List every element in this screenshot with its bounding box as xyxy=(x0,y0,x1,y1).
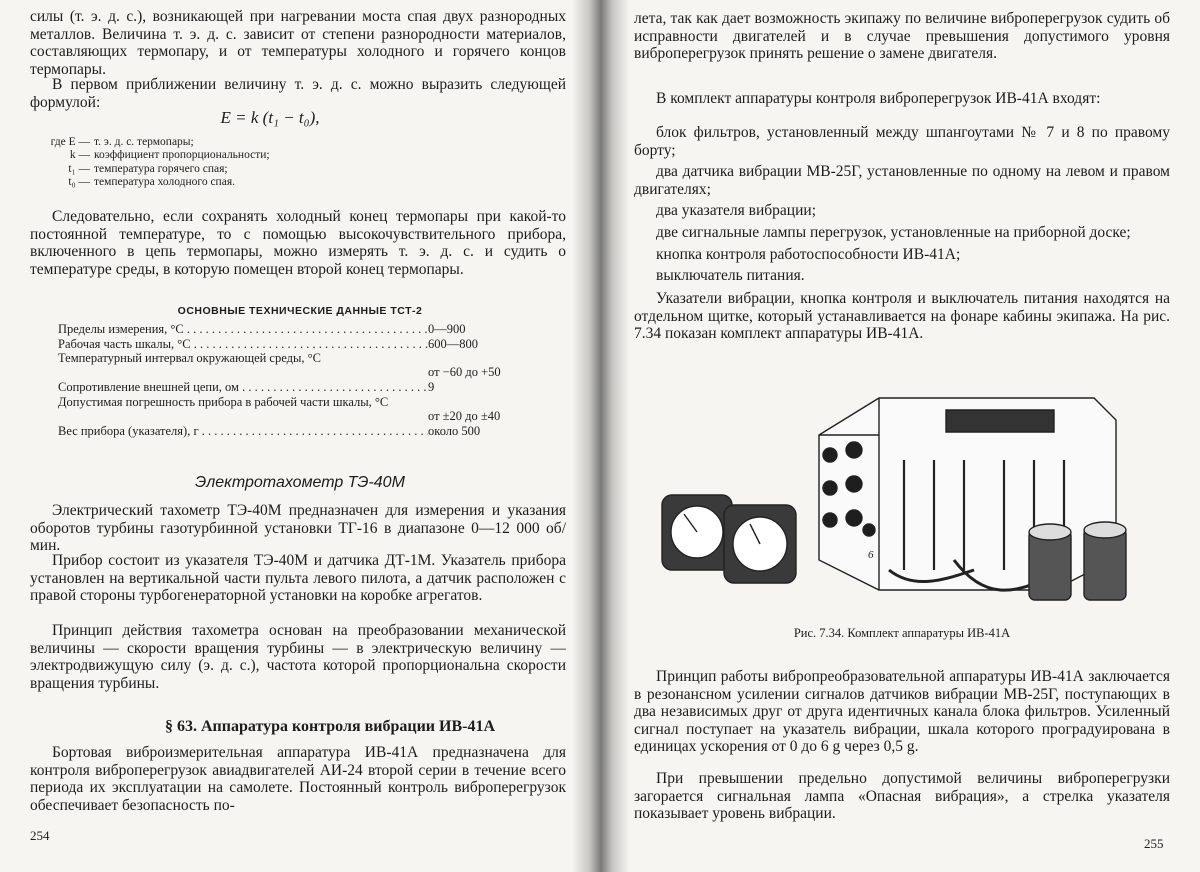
left-paragraph-1: силы (т. э. д. с.), возникающей при нагревании моста спая двух разнородных металлов. Величина т. э. д. с. зависит от степени разнородности материалов, составляющих термопару, и от температуры холодного и горячего концов термопары. xyxy=(30,8,566,78)
spec-value: около 500 xyxy=(428,423,481,438)
components-list xyxy=(634,124,1170,289)
figure-label: 6 xyxy=(868,549,874,561)
legend-symbol: t₀ — xyxy=(68,176,90,189)
equipment-illustration xyxy=(654,380,1144,620)
section-heading: § 63. Аппаратура контроля вибрации ИВ-41А xyxy=(164,718,496,735)
left-paragraph-4: Электрический тахометр ТЭ-40М предназначен для измерения и указания оборотов турбины газотурбинной установки ТГ-16 в диапазоне 0—12 000 об/мин. xyxy=(30,502,566,555)
spec-name: Рабочая часть шкалы, °С . . . xyxy=(58,337,428,352)
spec-row xyxy=(58,424,558,439)
legend-row xyxy=(30,149,360,162)
legend-row xyxy=(30,136,360,149)
legend-text: т. э. д. с. термопары; xyxy=(94,136,194,148)
spec-name: Сопротивление внешней цепи, ом . . . xyxy=(58,380,428,395)
list-item: два указателя вибрации; xyxy=(656,202,816,220)
spec-name: Температурный интервал окружающей среды, °С xyxy=(58,351,321,365)
legend-row xyxy=(30,176,360,189)
formula-legend xyxy=(30,136,360,190)
right-page xyxy=(604,0,1200,872)
right-paragraph-4: Принцип работы вибропреобразовательной аппаратуры ИВ-41А заключается в резонансном усилении сигналов датчиков вибрации МВ-25Г, поступающих в два независимых друг от друга идентичных канала блока фильтров. Усиленный сигнал поступает на указатель вибрации, шкала которого проградуирована в единицах ускорения от 0 до 6 g через 0,5 g. xyxy=(634,668,1170,756)
left-paragraph-7: Бортовая виброизмерительная аппаратура ИВ-41А предназначена для контроля виброперегрузок авиадвигателей АИ-24 второй серии в течение всего периода их эксплуатации на самолете. Постоянный контроль виброперегрузок обеспечивает безопасность по- xyxy=(30,744,566,814)
page-number-left: 254 xyxy=(30,828,50,843)
figure-caption: Рис. 7.34. Комплект аппаратуры ИВ-41А xyxy=(793,626,1011,640)
specs-table xyxy=(58,322,558,438)
spec-name: Допустимая погрешность прибора в рабочей части шкалы, °С xyxy=(58,394,389,409)
spec-row xyxy=(58,395,558,424)
page-number-right: 255 xyxy=(1144,836,1164,851)
legend-symbol: где E — xyxy=(50,136,90,148)
spec-name: Вес прибора (указателя), г . . . xyxy=(58,424,428,439)
spec-row xyxy=(58,322,558,337)
left-paragraph-5: Прибор состоит из указателя ТЭ-40М и датчика ДТ-1М. Указатель прибора установлен на вертикальной части пульта левого пилота, а датчик расположен с правой стороны турбогенераторной установки на коробке агрегатов. xyxy=(30,552,566,605)
spec-value: от −60 до +50 xyxy=(428,365,501,379)
list-item: выключатель питания. xyxy=(656,267,805,285)
left-paragraph-3: Следовательно, если сохранять холодный конец термопары при какой-то постоянной температуре, то с помощью высокочувствительного прибора, включенного в цепь термопары, можно измерять т. э. д. с. и судить о температуре среды, в которую помещен второй конец термопары. xyxy=(30,208,566,278)
subsection-title: Электротахометр ТЭ-40М xyxy=(195,474,405,491)
spec-value: 0—900 xyxy=(428,322,466,336)
right-paragraph-1: лета, так как дает возможность экипажу по величине виброперегрузок судить об исправности двигателей и в случае превышения допустимого уровня виброперегрузок принять решение о замене двигателя. xyxy=(634,10,1170,63)
spec-name: Пределы измерения, °С . . . xyxy=(58,322,428,337)
left-page xyxy=(0,0,596,872)
list-item: кнопка контроля работоспособности ИВ-41А; xyxy=(656,245,961,263)
right-paragraph-2: В комплект аппаратуры контроля виброперегрузок ИВ-41А входят: xyxy=(656,90,1101,107)
list-item: блок фильтров, установленный между шпангоутами № 7 и 8 по правому борту; xyxy=(634,124,1170,159)
left-paragraph-6: Принцип действия тахометра основан на преобразовании механической величины — скорости вращения турбины — в электрическую величину — электродвижущую силу (э. д. с.), частота которой пропорциональна скорости вращения турбины. xyxy=(30,622,566,692)
spec-row xyxy=(58,380,558,395)
spec-value: от ±20 до ±40 xyxy=(428,408,501,423)
specs-title: ОСНОВНЫЕ ТЕХНИЧЕСКИЕ ДАННЫЕ ТСТ-2 xyxy=(177,305,423,317)
right-paragraph-3: Указатели вибрации, кнопка контроля и выключатель питания находятся на отдельном щитке, который устанавливается на фонаре кабины экипажа. На рис. 7.34 показан комплект аппаратуры ИВ-41А. xyxy=(634,290,1170,343)
list-item: две сигнальные лампы перегрузок, установленные на приборной доске; xyxy=(656,223,1131,241)
legend-symbol: k — xyxy=(69,149,90,162)
spec-value: 9 xyxy=(428,380,435,394)
legend-text: температура холодного спая. xyxy=(94,176,235,189)
figure-iv41a xyxy=(654,380,1144,620)
legend-symbol: t₁ — xyxy=(68,162,90,175)
left-paragraph-2: В первом приближении величину т. э. д. с. можно выразить следующей формулой: xyxy=(30,76,566,111)
right-paragraph-5: При превышении предельно допустимой величины виброперегрузки загорается сигнальная лампа «Опасная вибрация», а стрелка указателя показывает уровень вибрации. xyxy=(634,770,1170,823)
legend-text: коэффициент пропорциональности; xyxy=(94,149,270,162)
spec-row xyxy=(58,351,558,380)
spec-value: 600—800 xyxy=(428,336,478,351)
legend-row xyxy=(30,163,360,176)
formula: E = k (t₁ − t₀), xyxy=(220,108,320,127)
spec-row xyxy=(58,337,558,352)
list-item: два датчика вибрации МВ-25Г, установленные по одному на левом и правом двигателях; xyxy=(634,163,1170,198)
legend-text: температура горячего спая; xyxy=(94,162,228,175)
